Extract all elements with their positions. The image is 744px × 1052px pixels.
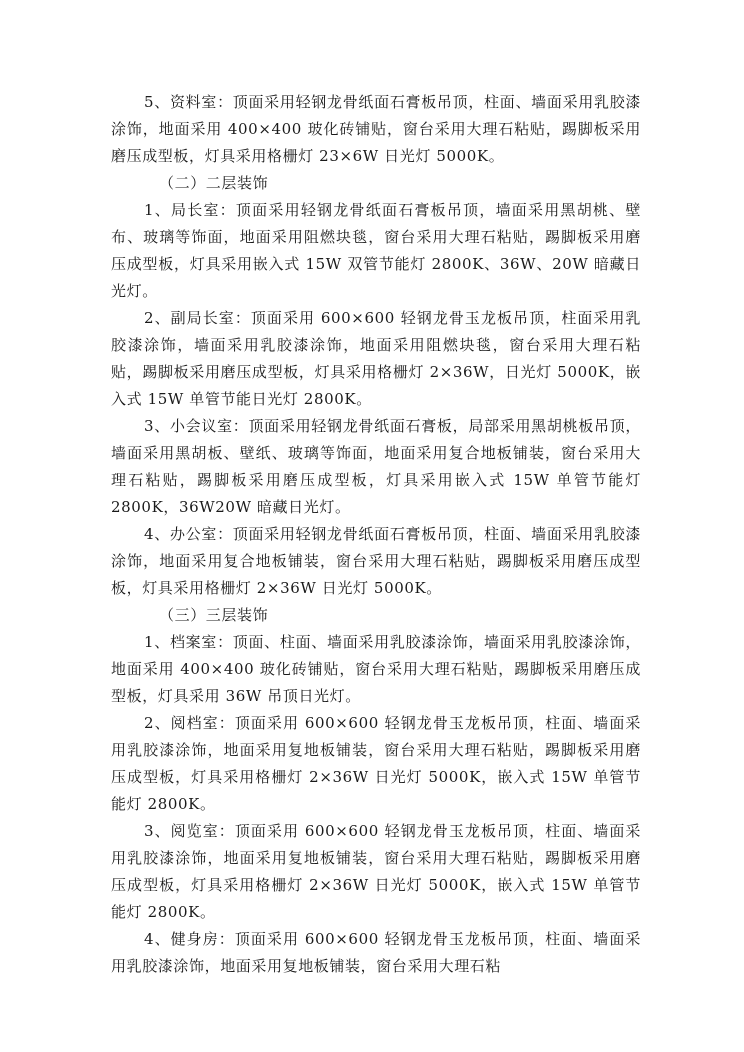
- paragraph-small-meeting-room: 3、小会议室：顶面采用轻钢龙骨纸面石膏板，局部采用黑胡桃板吊顶，墙面采用黑胡板、壁纸、玻璃等饰面，地面采用复合地板铺装，窗台采用大理石粘贴，踢脚板采用磨压成型板，灯具采用嵌入式 15W 单管节能灯 2800K，36W20W 暗藏日光灯。: [111, 417, 641, 516]
- paragraph-deputy-director-office: 2、副局长室：顶面采用 600×600 轻钢龙骨玉龙板吊顶，柱面采用乳胶漆涂饰，墙面采用乳胶漆涂饰，地面采用阻燃块毯，窗台采用大理石粘贴，踢脚板采用磨压成型板，灯具采用格栅灯 2×36W，日光灯 5000K，嵌入式 15W 单管节能日光灯 2800K。: [111, 309, 641, 408]
- paragraph-office: 4、办公室：顶面采用轻钢龙骨纸面石膏板吊顶，柱面、墙面采用乳胶漆涂饰，地面采用复合地板铺装，窗台采用大理石粘贴，踢脚板采用磨压成型板，灯具采用格栅灯 2×36W 日光灯 5000K。: [111, 525, 641, 597]
- paragraph-file-room: 1、档案室：顶面、柱面、墙面采用乳胶漆涂饰，墙面采用乳胶漆涂饰，地面采用 400×400 玻化砖铺贴，窗台采用大理石粘贴，踢脚板采用磨压成型板，灯具采用 36W 吊顶日光灯。: [111, 633, 641, 705]
- section-heading-third-floor: （三）三层装饰: [159, 606, 269, 624]
- section-heading-second-floor: （二）二层装饰: [159, 174, 269, 192]
- document-page: [111, 89, 641, 980]
- paragraph-reading-room: 3、阅览室：顶面采用 600×600 轻钢龙骨玉龙板吊顶，柱面、墙面采用乳胶漆涂饰，地面采用复地板铺装，窗台采用大理石粘贴，踢脚板采用磨压成型板，灯具采用格栅灯 2×36W 日光灯 5000K，嵌入式 15W 单管节能灯 2800K。: [111, 822, 641, 921]
- paragraph-file-reading-room: 2、阅档室：顶面采用 600×600 轻钢龙骨玉龙板吊顶，柱面、墙面采用乳胶漆涂饰，地面采用复地板铺装，窗台采用大理石粘贴，踢脚板采用磨压成型板，灯具采用格栅灯 2×36W 日光灯 5000K，嵌入式 15W 单管节能灯 2800K。: [111, 714, 641, 813]
- paragraph-director-office: 1、局长室：顶面采用轻钢龙骨纸面石膏板吊顶，墙面采用黑胡桃、壁布、玻璃等饰面，地面采用阻燃块毯，窗台采用大理石粘贴，踢脚板采用磨压成型板，灯具采用嵌入式 15W 双管节能灯 2800K、36W、20W 暗藏日光灯。: [111, 201, 641, 300]
- paragraph-gym: 4、健身房：顶面采用 600×600 轻钢龙骨玉龙板吊顶，柱面、墙面采用乳胶漆涂饰，地面采用复地板铺装，窗台采用大理石粘: [111, 930, 641, 975]
- paragraph-archive-room: 5、资料室：顶面采用轻钢龙骨纸面石膏板吊顶，柱面、墙面采用乳胶漆涂饰，地面采用 400×400 玻化砖铺贴，窗台采用大理石粘贴，踢脚板采用磨压成型板，灯具采用格栅灯 23×6W 日光灯 5000K。: [111, 93, 641, 165]
